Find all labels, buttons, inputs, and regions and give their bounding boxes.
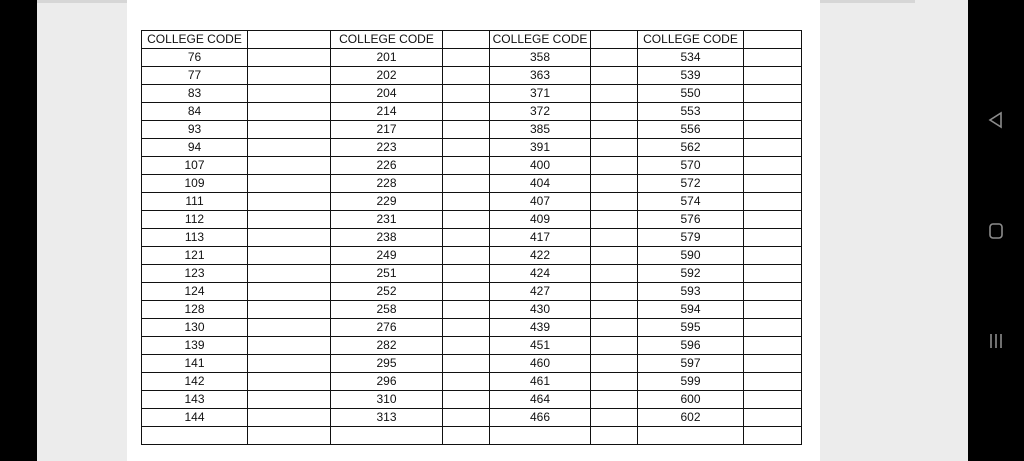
square-home-icon[interactable] <box>982 217 1010 245</box>
table-cell: 600 <box>638 391 744 409</box>
table-cell <box>591 157 638 175</box>
table-cell <box>591 67 638 85</box>
table-cell <box>248 49 331 67</box>
table-cell: 130 <box>142 319 248 337</box>
table-cell: 111 <box>142 193 248 211</box>
table-cell: 464 <box>490 391 591 409</box>
table-row <box>142 427 802 445</box>
table-cell <box>744 139 802 157</box>
table-cell: 226 <box>331 157 443 175</box>
table-cell <box>443 337 490 355</box>
table-cell: 400 <box>490 157 591 175</box>
table-cell <box>248 301 331 319</box>
table-cell: 597 <box>638 355 744 373</box>
table-cell <box>248 193 331 211</box>
table-cell: 223 <box>331 139 443 157</box>
table-row <box>142 283 802 301</box>
table-cell: 249 <box>331 247 443 265</box>
table-cell: 258 <box>331 301 443 319</box>
table-cell <box>248 265 331 283</box>
table-cell: 539 <box>638 67 744 85</box>
table-cell <box>744 229 802 247</box>
table-cell <box>443 373 490 391</box>
table-cell <box>591 85 638 103</box>
table-cell: 252 <box>331 283 443 301</box>
table-cell <box>248 373 331 391</box>
table-cell: 251 <box>331 265 443 283</box>
table-cell <box>744 265 802 283</box>
table-cell: 451 <box>490 337 591 355</box>
table-cell: 144 <box>142 409 248 427</box>
table-cell <box>248 229 331 247</box>
table-cell: 124 <box>142 283 248 301</box>
table-cell <box>248 85 331 103</box>
table-row <box>142 391 802 409</box>
table-cell: 112 <box>142 211 248 229</box>
header-cell: COLLEGE CODE <box>331 31 443 49</box>
table-cell: 556 <box>638 121 744 139</box>
table-cell <box>443 427 490 445</box>
table-cell: 466 <box>490 409 591 427</box>
table-cell <box>248 427 331 445</box>
table-cell: 590 <box>638 247 744 265</box>
table-cell <box>331 427 443 445</box>
table-cell <box>744 247 802 265</box>
table-cell <box>591 103 638 121</box>
table-cell <box>591 337 638 355</box>
table-row <box>142 337 802 355</box>
table-cell <box>248 391 331 409</box>
table-cell <box>744 157 802 175</box>
table-row <box>142 49 802 67</box>
table-cell: 562 <box>638 139 744 157</box>
table-cell <box>744 175 802 193</box>
table-cell <box>248 157 331 175</box>
header-cell <box>443 31 490 49</box>
table-cell <box>744 409 802 427</box>
table-cell: 139 <box>142 337 248 355</box>
table-cell: 460 <box>490 355 591 373</box>
table-row <box>142 211 802 229</box>
table-cell <box>591 265 638 283</box>
table-cell: 595 <box>638 319 744 337</box>
table-cell <box>591 211 638 229</box>
table-cell: 123 <box>142 265 248 283</box>
table-row <box>142 229 802 247</box>
table-cell: 572 <box>638 175 744 193</box>
table-cell <box>248 67 331 85</box>
table-cell <box>248 283 331 301</box>
table-cell: 599 <box>638 373 744 391</box>
table-cell <box>744 427 802 445</box>
table-cell <box>744 85 802 103</box>
table-row <box>142 139 802 157</box>
table-cell: 84 <box>142 103 248 121</box>
table-cell <box>744 391 802 409</box>
table-cell: 296 <box>331 373 443 391</box>
table-row <box>142 265 802 283</box>
table-cell <box>443 49 490 67</box>
table-cell <box>591 373 638 391</box>
table-cell <box>248 409 331 427</box>
table-cell <box>744 211 802 229</box>
table-cell: 579 <box>638 229 744 247</box>
table-cell: 295 <box>331 355 443 373</box>
table-cell <box>443 301 490 319</box>
header-cell <box>744 31 802 49</box>
table-cell <box>248 319 331 337</box>
table-cell: 596 <box>638 337 744 355</box>
table-cell: 391 <box>490 139 591 157</box>
table-cell: 107 <box>142 157 248 175</box>
table-cell: 204 <box>331 85 443 103</box>
table-cell: 282 <box>331 337 443 355</box>
table-cell <box>443 229 490 247</box>
table-row <box>142 247 802 265</box>
table-row <box>142 193 802 211</box>
table-cell <box>591 355 638 373</box>
table-row <box>142 355 802 373</box>
table-cell <box>591 301 638 319</box>
table-cell: 217 <box>331 121 443 139</box>
table-cell <box>443 247 490 265</box>
table-cell: 550 <box>638 85 744 103</box>
table-cell <box>248 121 331 139</box>
table-cell: 141 <box>142 355 248 373</box>
table-cell <box>591 409 638 427</box>
table-cell <box>443 193 490 211</box>
table-cell: 94 <box>142 139 248 157</box>
three-lines-recents-icon[interactable] <box>982 327 1010 355</box>
table-cell: 593 <box>638 283 744 301</box>
table-cell: 276 <box>331 319 443 337</box>
table-cell: 109 <box>142 175 248 193</box>
table-cell <box>591 139 638 157</box>
table-cell: 409 <box>490 211 591 229</box>
table-cell <box>591 229 638 247</box>
table-cell <box>744 49 802 67</box>
table-cell: 404 <box>490 175 591 193</box>
table-cell: 576 <box>638 211 744 229</box>
table-cell <box>248 247 331 265</box>
table-cell: 371 <box>490 85 591 103</box>
table-cell: 93 <box>142 121 248 139</box>
table-cell: 77 <box>142 67 248 85</box>
table-cell: 592 <box>638 265 744 283</box>
table-cell: 142 <box>142 373 248 391</box>
table-cell: 417 <box>490 229 591 247</box>
table-cell: 231 <box>331 211 443 229</box>
table-cell: 202 <box>331 67 443 85</box>
table-cell: 358 <box>490 49 591 67</box>
table-cell: 553 <box>638 103 744 121</box>
table-cell: 430 <box>490 301 591 319</box>
table-cell <box>591 49 638 67</box>
table-cell <box>443 85 490 103</box>
table-cell <box>591 121 638 139</box>
table-cell: 313 <box>331 409 443 427</box>
table-cell <box>744 319 802 337</box>
table-cell <box>443 121 490 139</box>
table-row <box>142 103 802 121</box>
triangle-back-icon[interactable] <box>982 106 1010 134</box>
table-row <box>142 85 802 103</box>
table-cell <box>591 175 638 193</box>
table-cell: 363 <box>490 67 591 85</box>
table-cell <box>443 265 490 283</box>
table-cell <box>591 283 638 301</box>
table-cell <box>248 355 331 373</box>
table-cell <box>443 409 490 427</box>
table-cell <box>142 427 248 445</box>
table-row <box>142 301 802 319</box>
table-cell <box>744 373 802 391</box>
table-cell <box>638 427 744 445</box>
table-row <box>142 121 802 139</box>
table-cell <box>744 121 802 139</box>
table-cell: 570 <box>638 157 744 175</box>
table-cell <box>443 67 490 85</box>
table-cell: 534 <box>638 49 744 67</box>
table-cell: 424 <box>490 265 591 283</box>
table-cell <box>443 391 490 409</box>
table-cell: 76 <box>142 49 248 67</box>
table-cell <box>248 139 331 157</box>
table-cell: 228 <box>331 175 443 193</box>
table-cell <box>248 103 331 121</box>
header-cell: COLLEGE CODE <box>638 31 744 49</box>
table-cell <box>591 427 638 445</box>
table-row <box>142 175 802 193</box>
table-row <box>142 319 802 337</box>
table-cell: 128 <box>142 301 248 319</box>
table-cell: 407 <box>490 193 591 211</box>
table-cell <box>490 427 591 445</box>
table-cell <box>443 355 490 373</box>
table-cell: 602 <box>638 409 744 427</box>
table-cell: 229 <box>331 193 443 211</box>
table-row <box>142 67 802 85</box>
table-cell: 121 <box>142 247 248 265</box>
table-cell: 422 <box>490 247 591 265</box>
table-row <box>142 373 802 391</box>
table-cell <box>591 193 638 211</box>
table-cell: 594 <box>638 301 744 319</box>
table-cell <box>744 193 802 211</box>
table-cell: 83 <box>142 85 248 103</box>
header-cell <box>248 31 331 49</box>
header-cell: COLLEGE CODE <box>490 31 591 49</box>
table-row <box>142 157 802 175</box>
table-cell <box>443 211 490 229</box>
table-cell <box>744 337 802 355</box>
table-cell: 238 <box>331 229 443 247</box>
table-cell <box>591 391 638 409</box>
table-cell: 439 <box>490 319 591 337</box>
table-cell <box>744 355 802 373</box>
table-cell <box>443 139 490 157</box>
table-cell: 143 <box>142 391 248 409</box>
table-cell <box>443 103 490 121</box>
header-cell <box>591 31 638 49</box>
table-cell <box>744 283 802 301</box>
table-cell <box>591 247 638 265</box>
android-nav-bar <box>968 0 1024 461</box>
table-cell: 574 <box>638 193 744 211</box>
table-cell <box>443 319 490 337</box>
table-cell <box>744 67 802 85</box>
table-cell: 113 <box>142 229 248 247</box>
table-cell <box>248 175 331 193</box>
table-cell: 310 <box>331 391 443 409</box>
table-row <box>142 409 802 427</box>
table-cell <box>443 157 490 175</box>
table-cell: 427 <box>490 283 591 301</box>
header-cell: COLLEGE CODE <box>142 31 248 49</box>
table-cell: 214 <box>331 103 443 121</box>
table-cell <box>248 337 331 355</box>
college-code-table <box>141 30 802 445</box>
table-cell <box>591 319 638 337</box>
table-cell <box>744 103 802 121</box>
table-cell: 201 <box>331 49 443 67</box>
table-cell <box>443 175 490 193</box>
table-cell <box>744 301 802 319</box>
table-cell: 372 <box>490 103 591 121</box>
table-cell: 461 <box>490 373 591 391</box>
table-cell: 385 <box>490 121 591 139</box>
table-cell <box>248 211 331 229</box>
table-header-row <box>142 31 802 49</box>
table-cell <box>443 283 490 301</box>
